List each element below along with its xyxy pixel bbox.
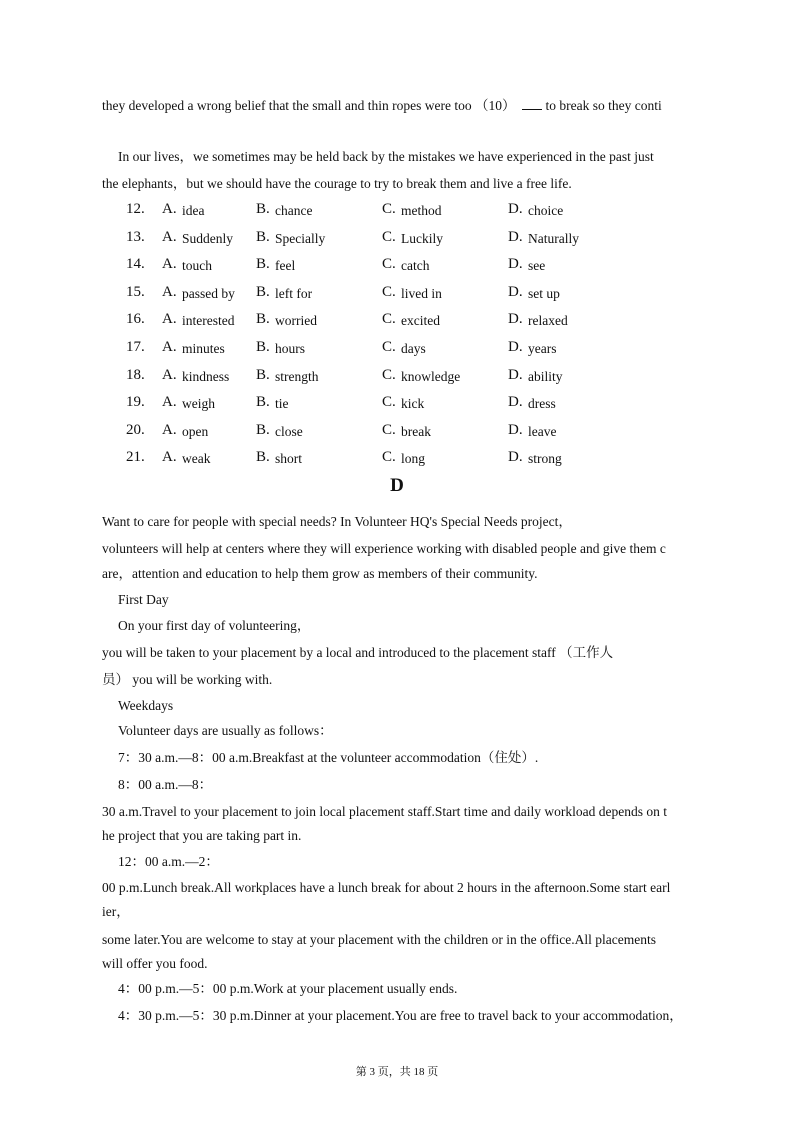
- option-text-b: worried: [275, 313, 317, 329]
- section-d-line: volunteers will help at centers where they will experience working with disabled people and give them c: [102, 541, 666, 556]
- option-text-c: knowledge: [401, 368, 461, 384]
- option-text-d: dress: [528, 396, 556, 412]
- question-number: 14.: [126, 256, 145, 273]
- option-letter-c: C.: [382, 366, 396, 383]
- section-d-line: you will be taken to your placement by a local and introduced to the placement staff （工作人: [102, 645, 614, 660]
- option-letter-c: C.: [382, 449, 396, 466]
- option-letter-c: C.: [382, 201, 396, 217]
- option-letter-d: D.: [508, 228, 523, 245]
- option-text-d: years: [528, 341, 557, 356]
- option-letter-a: A.: [162, 449, 177, 466]
- option-letter-d: D.: [508, 339, 523, 355]
- option-text-c: catch: [401, 258, 430, 274]
- question-row: [0, 367, 794, 389]
- option-letter-c: C.: [382, 228, 396, 245]
- option-text-d: see: [528, 258, 546, 274]
- page-footer: 第 3 页，共 18 页: [355, 1066, 439, 1078]
- option-letter-c: C.: [382, 421, 396, 438]
- section-d-line: are，attention and education to help them grow as members of their community.: [102, 566, 538, 581]
- question-number: 21.: [126, 449, 145, 466]
- section-d-line: 30 a.m.Travel to your placement to join local placement staff.Start time and daily workload depends on t: [102, 804, 667, 819]
- question-number: 13.: [126, 228, 145, 245]
- option-letter-d: D.: [508, 449, 523, 466]
- section-d-line: some later.You are welcome to stay at your placement with the children or in the office.All placements: [102, 932, 656, 947]
- answer-blank-10: [522, 97, 542, 110]
- option-letter-b: B.: [256, 449, 270, 466]
- option-text-b: feel: [275, 258, 296, 274]
- option-letter-a: A.: [162, 201, 177, 217]
- question-row: [0, 229, 794, 251]
- option-text-b: strength: [275, 368, 319, 384]
- option-text-c: lived in: [401, 285, 442, 301]
- option-text-a: minutes: [182, 341, 225, 356]
- option-letter-c: C.: [382, 311, 396, 328]
- section-d-line: 4：00 p.m.—5：00 p.m.Work at your placement usually ends.: [118, 981, 458, 996]
- passage-text-before-blank: they developed a wrong belief that the small and thin ropes were too （10）: [102, 98, 516, 113]
- question-row: [0, 201, 794, 223]
- question-number: 19.: [126, 394, 145, 411]
- option-letter-d: D.: [508, 256, 523, 273]
- question-number: 18.: [126, 366, 145, 383]
- option-text-c: method: [401, 203, 442, 218]
- option-text-b: tie: [275, 396, 289, 412]
- section-d-line: 00 p.m.Lunch break.All workplaces have a lunch break for about 2 hours in the afternoon.Some start earl: [102, 880, 671, 895]
- option-letter-c: C.: [382, 256, 396, 273]
- option-letter-b: B.: [256, 311, 270, 328]
- option-letter-a: A.: [162, 421, 177, 438]
- section-d-line: First Day: [118, 592, 169, 607]
- option-text-c: kick: [401, 396, 425, 412]
- option-letter-a: A.: [162, 339, 177, 355]
- passage-text-after-blank: to break so they conti: [545, 98, 662, 113]
- option-text-a: passed by: [182, 285, 235, 301]
- option-letter-d: D.: [508, 283, 523, 300]
- option-letter-a: A.: [162, 366, 177, 383]
- option-text-b: chance: [275, 203, 313, 218]
- option-letter-b: B.: [256, 339, 270, 355]
- question-row: [0, 394, 794, 416]
- option-text-d: strong: [528, 451, 562, 467]
- section-d-line: Weekdays: [118, 698, 174, 713]
- option-text-d: leave: [528, 423, 557, 439]
- option-letter-a: A.: [162, 228, 177, 245]
- question-row: [0, 284, 794, 306]
- section-d-line: 7：30 a.m.—8：00 a.m.Breakfast at the volunteer accommodation（住处）.: [118, 750, 539, 765]
- option-letter-d: D.: [508, 421, 523, 438]
- option-text-a: idea: [182, 203, 205, 218]
- option-letter-c: C.: [382, 283, 396, 300]
- option-text-a: weak: [182, 451, 211, 467]
- option-text-b: close: [275, 423, 303, 439]
- question-row: [0, 422, 794, 444]
- option-text-d: relaxed: [528, 313, 568, 329]
- closing-paragraph-line-2: the elephants，but we should have the courage to try to break them and live a free life.: [102, 176, 572, 191]
- option-letter-c: C.: [382, 394, 396, 411]
- question-number: 15.: [126, 283, 145, 300]
- option-text-b: left for: [275, 285, 313, 301]
- closing-paragraph-line-1: In our lives，we sometimes may be held back by the mistakes we have experienced in the past just: [118, 149, 654, 164]
- option-letter-b: B.: [256, 201, 270, 217]
- option-letter-a: A.: [162, 394, 177, 411]
- option-text-a: touch: [182, 258, 212, 274]
- option-text-a: kindness: [182, 368, 230, 384]
- section-d-line: 8：00 a.m.—8：: [118, 777, 213, 792]
- option-letter-d: D.: [508, 366, 523, 383]
- question-row: [0, 311, 794, 333]
- option-letter-b: B.: [256, 421, 270, 438]
- option-letter-b: B.: [256, 366, 270, 383]
- question-number: 16.: [126, 311, 145, 328]
- option-text-b: short: [275, 451, 302, 467]
- option-text-c: excited: [401, 313, 440, 329]
- option-letter-d: D.: [508, 311, 523, 328]
- option-text-c: long: [401, 451, 426, 467]
- option-text-a: Suddenly: [182, 230, 234, 246]
- option-text-b: Specially: [275, 230, 326, 246]
- section-d-line: Want to care for people with special needs? In Volunteer HQ's Special Needs project，: [102, 514, 572, 529]
- option-text-b: hours: [275, 341, 305, 356]
- option-letter-b: B.: [256, 256, 270, 273]
- option-letter-b: B.: [256, 283, 270, 300]
- option-letter-b: B.: [256, 228, 270, 245]
- option-letter-a: A.: [162, 256, 177, 273]
- option-text-d: choice: [528, 203, 564, 218]
- question-number: 17.: [126, 339, 145, 355]
- question-number: 12.: [126, 201, 145, 217]
- section-d-line: 员） you will be working with.: [102, 672, 273, 687]
- option-text-a: interested: [182, 313, 235, 329]
- option-letter-a: A.: [162, 283, 177, 300]
- option-text-c: break: [401, 423, 431, 439]
- option-text-d: set up: [528, 285, 560, 301]
- option-letter-b: B.: [256, 394, 270, 411]
- section-d-line: will offer you food.: [102, 956, 208, 971]
- question-row: [0, 256, 794, 278]
- question-number: 20.: [126, 421, 145, 438]
- passage-line-blank-10: [102, 97, 662, 115]
- section-heading-d: D: [390, 475, 404, 496]
- option-text-d: ability: [528, 368, 563, 384]
- section-d-line: 4：30 p.m.—5：30 p.m.Dinner at your placement.You are free to travel back to your accommodation，: [118, 1008, 683, 1023]
- option-text-d: Naturally: [528, 230, 579, 246]
- option-text-a: open: [182, 423, 209, 439]
- option-text-c: days: [401, 341, 426, 356]
- question-row: [0, 449, 794, 471]
- option-text-a: weigh: [182, 396, 215, 412]
- section-d-line: ier，: [102, 904, 130, 919]
- section-d-line: he project that you are taking part in.: [102, 828, 302, 843]
- option-letter-d: D.: [508, 201, 523, 217]
- question-row: [0, 339, 794, 361]
- section-d-line: 12：00 a.m.—2：: [118, 854, 219, 869]
- option-text-c: Luckily: [401, 230, 443, 246]
- option-letter-a: A.: [162, 311, 177, 328]
- section-d-line: Volunteer days are usually as follows：: [118, 723, 333, 738]
- option-letter-c: C.: [382, 339, 396, 355]
- option-letter-d: D.: [508, 394, 523, 411]
- section-d-line: On your first day of volunteering，: [118, 618, 311, 633]
